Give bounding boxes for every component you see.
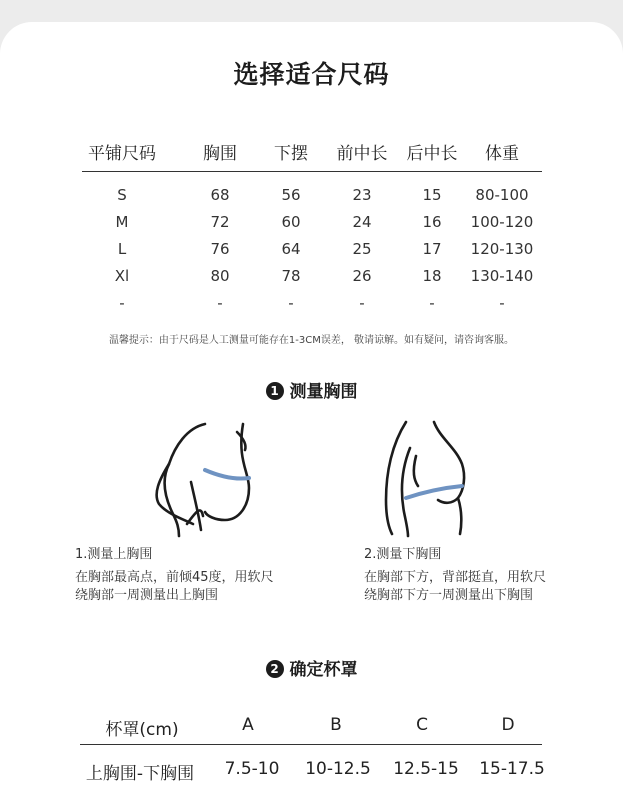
table-cell: 78 <box>281 267 301 285</box>
section-measure-bust-title <box>0 377 623 402</box>
table-cell: 80-100 <box>475 186 529 204</box>
caption-line: 绕胸部下方一周测量出下胸围 <box>364 588 534 603</box>
table-cell: - <box>217 294 223 312</box>
caption-line: 在胸部下方，背部挺直，用软尺 <box>364 570 547 585</box>
table-cell: 72 <box>210 213 230 231</box>
table-cell: 56 <box>281 186 301 204</box>
page-title: 选择适合尺码 <box>233 60 390 89</box>
table-cell: 64 <box>281 240 301 258</box>
size-table-header <box>82 139 542 172</box>
table-cell: - <box>119 294 125 312</box>
table-cell: - <box>499 294 505 312</box>
table-cell: 26 <box>352 267 372 285</box>
table-cell: 18 <box>422 267 442 285</box>
header-c: C <box>416 715 428 735</box>
table-row <box>82 267 542 294</box>
table-cell: - <box>288 294 294 312</box>
caption-line: 绕胸部一周测量出上胸围 <box>75 588 219 603</box>
caption-heading: 1.测量上胸围 <box>75 547 153 562</box>
section-title-text: 测量胸围 <box>289 382 358 402</box>
table-cell: 80 <box>210 267 230 285</box>
table-cell: 15-17.5 <box>479 759 545 779</box>
table-cell: 15 <box>422 186 442 204</box>
cup-table <box>80 711 545 789</box>
table-row <box>82 186 542 213</box>
table-cell: 23 <box>352 186 372 204</box>
upper-bust-caption <box>75 546 274 605</box>
section-cup-title <box>0 655 623 680</box>
header-bust: 胸围 <box>203 144 237 164</box>
number-badge: 2 <box>266 660 284 678</box>
table-cell: 25 <box>352 240 372 258</box>
armpit-detail <box>414 456 418 486</box>
table-cell: 16 <box>422 213 442 231</box>
measuring-tape-under <box>406 486 462 498</box>
number-badge: 1 <box>266 382 284 400</box>
table-cell: 76 <box>210 240 230 258</box>
table-row <box>82 294 542 321</box>
table-row <box>82 240 542 267</box>
table-cell: 120-130 <box>470 240 534 258</box>
caption-heading: 2.测量下胸围 <box>364 547 442 562</box>
header-a: A <box>242 715 254 735</box>
arm-outline <box>165 464 179 536</box>
header-cup: 杯罩(cm) <box>105 720 179 740</box>
header-front-length: 前中长 <box>336 144 388 164</box>
table-row <box>80 745 545 789</box>
header-weight: 体重 <box>485 144 519 164</box>
under-bust-illustration <box>378 420 488 538</box>
header-b: B <box>330 715 342 735</box>
table-cell: S <box>117 186 127 204</box>
table-cell: - <box>429 294 435 312</box>
measuring-tape-upper <box>205 470 249 479</box>
header-hem: 下摆 <box>274 144 308 164</box>
table-cell: 68 <box>210 186 230 204</box>
header-d: D <box>501 715 515 735</box>
table-cell: 上胸围-下胸围 <box>85 764 195 784</box>
table-cell: 130-140 <box>470 267 534 285</box>
table-cell: 17 <box>422 240 442 258</box>
table-row <box>82 213 542 240</box>
arm-outline <box>402 448 410 536</box>
table-cell: M <box>115 213 129 231</box>
upper-bust-illustration <box>145 420 275 538</box>
table-cell: L <box>117 240 127 258</box>
table-cell: 24 <box>352 213 372 231</box>
caption-line: 在胸部最高点，前倾45度，用软尺 <box>75 570 274 585</box>
table-cell: 12.5-15 <box>393 759 459 779</box>
cup-table-header <box>80 711 542 745</box>
header-back-length: 后中长 <box>406 144 458 164</box>
section-title-text: 确定杯罩 <box>289 660 358 680</box>
table-cell: 10-12.5 <box>305 759 371 779</box>
header-size: 平铺尺码 <box>88 144 156 164</box>
under-bust-caption <box>364 546 546 605</box>
table-cell: Xl <box>114 267 130 285</box>
tolerance-note: 温馨提示：由于尺码是人工测量可能存在1-3CM误差， 敬请谅解。如有疑问，请咨询客服。 <box>108 335 515 346</box>
size-table <box>82 139 542 321</box>
table-cell: - <box>359 294 365 312</box>
table-cell: 7.5-10 <box>224 759 280 779</box>
front-body-outline <box>458 498 461 534</box>
table-cell: 60 <box>281 213 301 231</box>
table-cell: 100-120 <box>470 213 534 231</box>
